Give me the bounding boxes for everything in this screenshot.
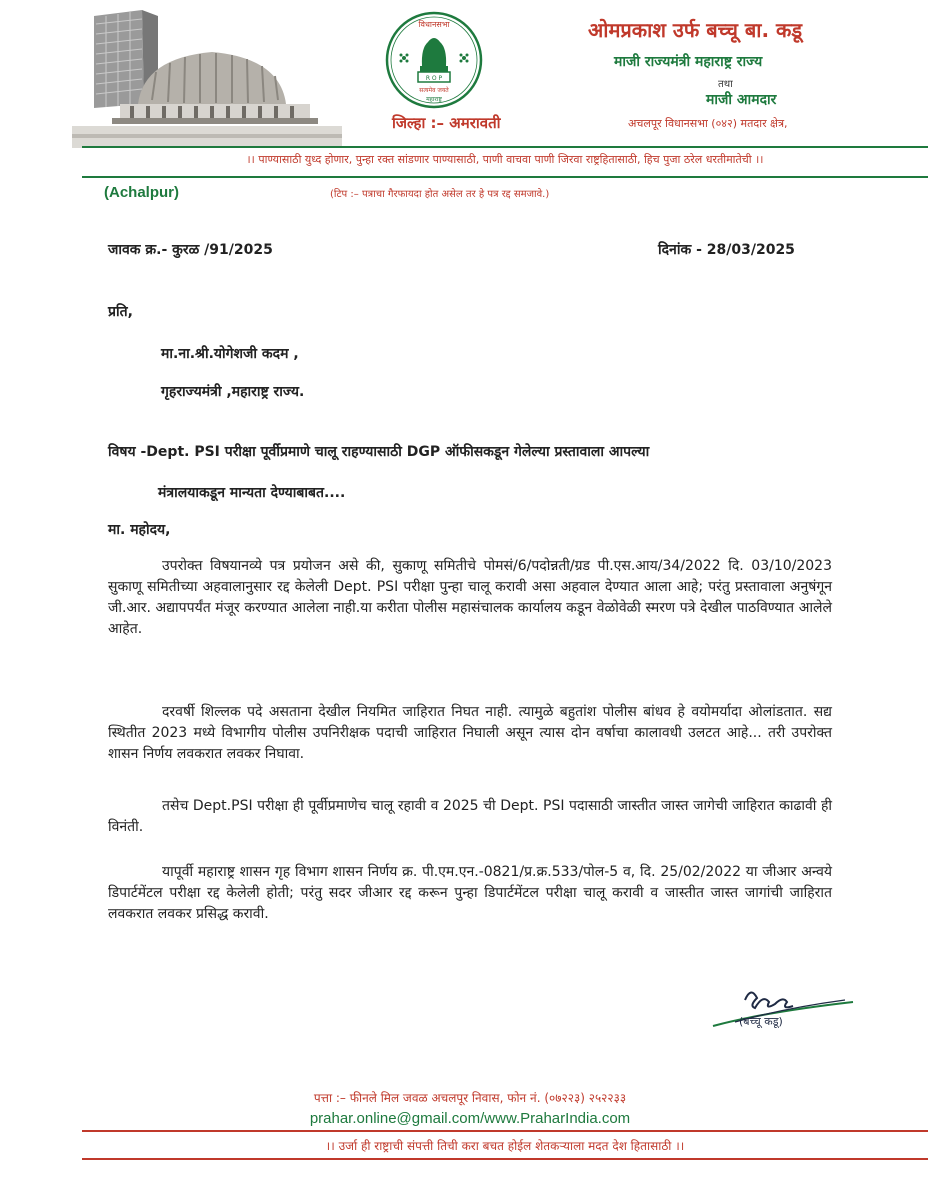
footer-email-website: prahar.online@gmail.com/www.PraharIndia.com	[309, 1110, 631, 1127]
addressee-name: मा.ना.श्री.योगेशजी कदम ,	[161, 346, 299, 362]
body-paragraph-2: दरवर्षी शिल्लक पदे असताना देखील नियमित जाहिरात निघत नाही. त्यामुळे बहुतांश पोलीस बांधव हे वयोमर्यादा ओलांडतात. सद्य स्थितीत 2023 मध्ये विभागीय पोलीस उपनिरीक्षक पदाची जाहिरात निघाली असून त्यास दोन वर्षाचा कालावधी उलटत आहे... तरी उपरोक्त शासन निर्णय लवकरात लवकर निघावा.	[108, 704, 832, 762]
body-paragraph-1: उपरोक्त विषयानव्ये पत्र प्रयोजन असे की, सुकाणू समितीचे पोमसं/6/पदोन्नती/ग्रड पी.एस.आय/34/2022 दि. 03/10/2023 सुकाणू समितीच्या अहवालानुसार रद्द केलेली Dept. PSI परीक्षा पुन्हा चालू करावी असा अहवाल देण्यात आला आहे; परंतु प्रस्तावाला अनुषंगून जी.आर. अद्यापपर्यंत मंजूर करण्यात आलेला नाही.या करीता पोलीस महासंचालक कार्यालय कडून वेळोवेळी स्मरण पत्रे देखील पाठविण्यात आलेले आहेत.	[108, 558, 832, 637]
addressee-designation: गृहराज्यमंत्री ,महाराष्ट्र राज्य.	[161, 384, 305, 400]
body-paragraph-4: यापूर्वी महाराष्ट्र शासन गृह विभाग शासन निर्णय क्र. पी.एम.एन.-0821/प्र.क्र.533/पोल-5 व, दि. 25/02/2022 या जीआर अन्वये डिपार्टमेंटल परीक्षा रद्द केलेली होती; परंतु सदर जीआर रद्द करून पुन्हा डिपार्टमेंटल परीक्षा चालू करावी व जास्तीत जास्त जागांची जाहिरात लवकरात लवकर प्रसिद्ध करावी.	[108, 864, 832, 922]
letter-date: दिनांक - 28/03/2025	[658, 242, 795, 258]
reference-number: जावक क्र.- कुरळ /91/2025	[108, 242, 273, 258]
district-label: जिल्हा :– अमरावती	[392, 114, 501, 132]
place-label: (Achalpur)	[104, 184, 179, 201]
subject-line-1: विषय -Dept. PSI परीक्षा पूर्वीप्रमाणे चालू राहण्यासाठी DGP ऑफीसकडून गेलेल्या प्रस्तावाला आपल्या	[108, 444, 650, 460]
salutation: मा. महोदय,	[108, 522, 171, 538]
footer-divider-top	[82, 1130, 928, 1132]
misuse-note: (टिप :– पत्राचा गैरफायदा होत असेल तर हे पत्र रद्द समजावे.)	[330, 189, 550, 200]
emblem-bottom-text: महाराष्ट्र	[426, 96, 442, 103]
sender-post-conjunction: तथा	[718, 79, 733, 90]
sender-post-former-minister: माजी राज्यमंत्री महाराष्ट्र राज्य	[614, 54, 763, 70]
assembly-building-image	[72, 8, 342, 148]
emblem-top-text: विधानसभा	[418, 20, 450, 29]
sender-post-former-mla: माजी आमदार	[706, 92, 777, 108]
sender-name: ओमप्रकाश उर्फ बच्चू बा. कडू	[588, 18, 803, 42]
signatory-name: (बच्चू कडू)	[739, 1015, 783, 1028]
header-divider-top	[82, 146, 928, 148]
sender-constituency: अचलपूर विधानसभा (०४२) मतदार क्षेत्र,	[628, 117, 788, 130]
footer-address: पत्ता :– फीनले मिल जवळ अचलपूर निवास, फोन नं. (०७२२३) २५२२३३	[313, 1091, 627, 1105]
svg-text:R O P: R O P	[425, 75, 443, 82]
emblem-motto-text: सत्यमेव जयते	[419, 87, 449, 94]
footer-divider-bottom	[82, 1158, 928, 1160]
footer-slogan: ।। उर्जा ही राष्ट्राची संपत्ती तिची करा बचत होईल शेतकऱ्याला मदत देश हितासाठी ।।	[325, 1139, 685, 1153]
header-divider-bottom	[82, 176, 928, 178]
subject-line-2: मंत्रालयाकडून मान्यता देण्याबाबत....	[158, 485, 346, 501]
vidhansabha-emblem	[384, 8, 484, 112]
header-slogan: ।। पाण्यासाठी युध्द होणार, पुन्हा रक्त सांडणार पाण्यासाठी, पाणी वाचवा पाणी जिरवा राष्ट्रहितासाठी, हिच पुजा ठरेल धरतीमातेची ।।	[246, 153, 764, 166]
body-paragraph-3: तसेच Dept.PSI परीक्षा ही पूर्वीप्रमाणेच चालू रहावी व 2025 ची Dept. PSI पदासाठी जास्तीत जास्त जागेची जाहिरात काढावी ही विनंती.	[108, 798, 832, 835]
to-label: प्रति,	[108, 304, 133, 320]
